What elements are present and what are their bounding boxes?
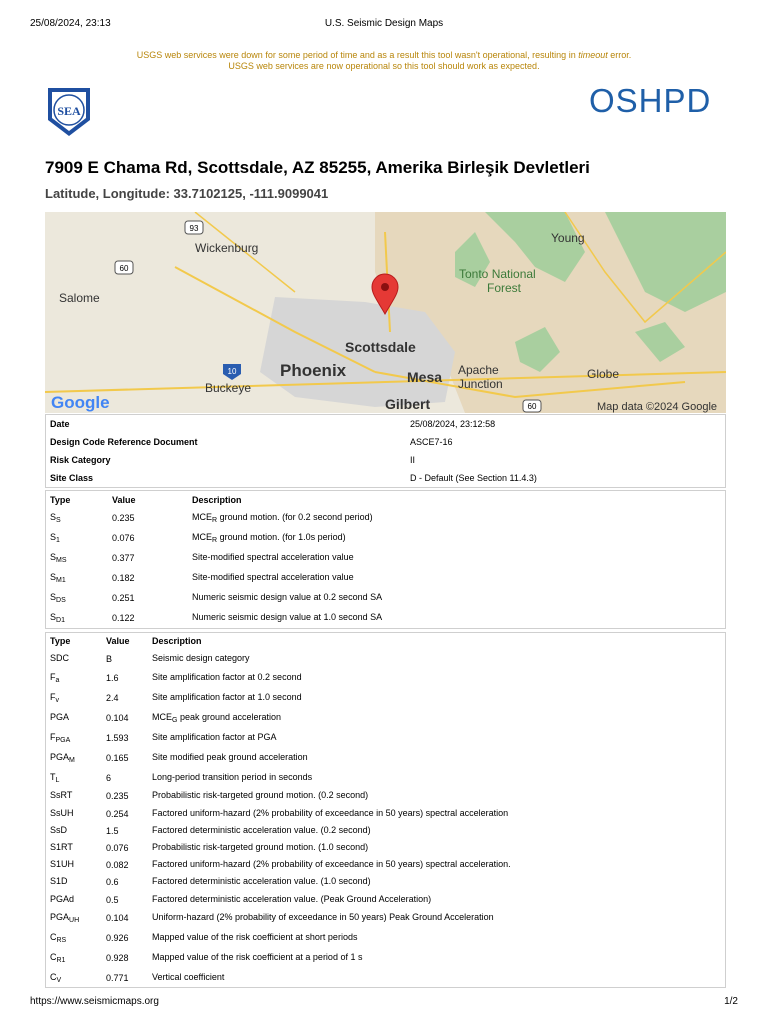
map-attribution: Map data ©2024 Google (597, 401, 718, 413)
param-type: $PGA_{UH}$ (50, 912, 80, 924)
param-description: Factored uniform-hazard (2% probability of exceedance in 50 years) spectral acceleration. (152, 858, 511, 869)
param-value: 6 (106, 772, 112, 783)
table-row (46, 668, 725, 688)
param-description: Factored deterministic acceleration value. (0.2 second) (152, 824, 371, 835)
info-label: Design Code Reference Document (50, 437, 198, 447)
param-value: 2.4 (106, 693, 119, 703)
table-row (46, 608, 725, 628)
highway-shield-60-east (523, 400, 541, 412)
map-label-junction: Junction (458, 377, 503, 391)
param-description: $MCE_R$ ground motion. (for 1.0s period) (192, 532, 346, 544)
map-label-globe: Globe (587, 367, 620, 381)
table-row (46, 548, 725, 568)
spectral-values-table (45, 490, 726, 629)
svg-text:60: 60 (119, 264, 129, 273)
param-value: 0.6 (106, 877, 119, 887)
table-row (46, 528, 725, 548)
info-row-date (46, 415, 725, 433)
param-type: S1RT (50, 841, 73, 852)
notice-line1-emphasis: timeout (578, 50, 608, 60)
map-label-mesa: Mesa (407, 369, 443, 385)
param-description: Factored deterministic acceleration value. (1.0 second) (152, 876, 371, 886)
param-description: Long-period transition period in seconds (152, 771, 313, 782)
param-value: 0.122 (112, 613, 135, 623)
table-row (46, 568, 725, 588)
param-value: 0.377 (112, 553, 135, 563)
param-type: PGA (50, 712, 70, 722)
param-type: $S_{M1}$ (50, 572, 66, 584)
param-type: S1D (50, 876, 68, 886)
param-value: 0.771 (106, 972, 129, 983)
param-description: Vertical coefficient (152, 971, 225, 982)
param-type: $S_{DS}$ (50, 592, 66, 604)
table-row (46, 508, 725, 528)
param-value: 0.251 (112, 593, 135, 603)
param-description: $MCE_G$ peak ground acceleration (152, 712, 282, 724)
param-value: B (106, 653, 113, 664)
param-description: Probabilistic risk-targeted ground motion. (1.0 second) (152, 841, 369, 852)
param-description: Site-modified spectral acceleration value (192, 552, 354, 562)
param-value: 1.593 (106, 733, 129, 743)
param-type: $C_{R1}$ (50, 952, 66, 964)
location-map[interactable] (45, 212, 726, 413)
param-value: 0.235 (112, 513, 135, 523)
param-type: $C_{RS}$ (50, 932, 67, 944)
table-row (46, 688, 725, 708)
footer-url: https://www.seismicmaps.org (30, 996, 159, 1007)
param-type: $S_1$ (50, 532, 60, 544)
svg-text:93: 93 (189, 224, 199, 233)
notice-line1-start: USGS web services were down for some period of time and as a result this tool wasn't operational, resulting in (136, 50, 579, 60)
param-type: $F_v$ (50, 692, 59, 704)
param-description: Numeric seismic design value at 0.2 second SA (192, 592, 383, 602)
table-row (46, 588, 725, 608)
param-type: $S_{D1}$ (50, 612, 65, 624)
seaoc-logo-text: SEA (57, 104, 81, 118)
table-row (46, 649, 725, 668)
param-type: $S_S$ (50, 512, 61, 524)
table-row (46, 928, 725, 948)
param-description: Mapped value of the risk coefficient at a period of 1 s (152, 952, 363, 962)
param-value: 0.082 (106, 859, 129, 870)
map-label-apache: Apache (458, 363, 499, 377)
map-label-buckeye: Buckeye (205, 381, 252, 395)
param-value: 1.6 (106, 673, 119, 683)
param-value: 0.104 (106, 713, 129, 723)
param-type: $F_{PGA}$ (50, 732, 71, 744)
info-row-site-class (46, 469, 725, 487)
param-description: Site modified peak ground acceleration (152, 752, 308, 762)
notice-line2: USGS web services are now operational so this tool should work as expected. (228, 61, 540, 71)
param-value: 0.235 (106, 791, 129, 801)
table-row (46, 891, 725, 908)
param-value: 0.076 (106, 842, 129, 853)
param-type: S1UH (50, 858, 75, 869)
param-type: PGAd (50, 893, 75, 904)
param-description: Site amplification factor at 0.2 second (152, 672, 302, 682)
param-type: $S_{MS}$ (50, 552, 67, 564)
site-coordinates: Latitude, Longitude: 33.7102125, -111.9099041 (45, 186, 329, 201)
info-value: II (410, 455, 416, 465)
table-row (46, 748, 725, 768)
site-address: 7909 E Chama Rd, Scottsdale, AZ 85255, Amerika Birleşik Devletleri (45, 158, 590, 177)
table-row (46, 908, 725, 928)
col-header-description: Description (152, 636, 202, 646)
info-row-risk (46, 451, 725, 469)
param-type: SDC (50, 652, 70, 663)
map-label-gilbert: Gilbert (385, 396, 431, 412)
param-type: $PGA_M$ (50, 752, 75, 764)
google-logo: Google (51, 393, 110, 412)
col-header-description: Description (192, 494, 242, 505)
highway-shield-60 (115, 261, 133, 274)
info-row-code (46, 433, 725, 451)
table-row (46, 768, 725, 787)
info-value: ASCE7-16 (410, 437, 453, 447)
info-label: Site Class (50, 473, 94, 483)
param-value: 0.165 (106, 753, 129, 763)
param-value: 0.104 (106, 913, 129, 923)
param-value: 0.182 (112, 573, 135, 583)
table-row (46, 805, 725, 822)
footer-page-number: 1/2 (724, 996, 738, 1007)
info-value: D - Default (See Section 11.4.3) (410, 473, 537, 483)
map-label-forest: Forest (487, 281, 522, 295)
table-row (46, 822, 725, 839)
param-type: SsD (50, 824, 68, 835)
table-row (46, 787, 725, 805)
param-description: Probabilistic risk-targeted ground motion. (0.2 second) (152, 790, 369, 800)
param-value: 0.254 (106, 808, 129, 819)
print-datetime: 25/08/2024, 23:13 (30, 18, 111, 29)
table-row (46, 948, 725, 968)
col-header-value: Value (112, 494, 136, 505)
map-label-young: Young (551, 231, 585, 245)
param-description: Factored deterministic acceleration value. (Peak Ground Acceleration) (152, 893, 432, 904)
col-header-value: Value (106, 636, 130, 646)
param-type: SsRT (50, 790, 73, 800)
param-description: Mapped value of the risk coefficient at short periods (152, 932, 358, 942)
param-type: $F_a$ (50, 672, 60, 684)
map-label-tonto: Tonto National (459, 267, 536, 281)
info-value: 25/08/2024, 23:12:58 (410, 419, 496, 429)
map-label-salome: Salome (59, 291, 100, 305)
seaoc-logo (44, 86, 94, 138)
param-description: Numeric seismic design value at 1.0 second SA (192, 612, 383, 622)
info-label: Risk Category (50, 455, 111, 465)
param-type: $T_L$ (50, 771, 60, 784)
oshpd-logo: OSHPD (589, 82, 712, 119)
table-row (46, 873, 725, 891)
param-description: Factored uniform-hazard (2% probability of exceedance in 50 years) spectral acceleration (152, 807, 509, 818)
param-description: Uniform-hazard (2% probability of exceedance in 50 years) Peak Ground Acceleration (152, 912, 494, 922)
param-value: 0.926 (106, 933, 129, 943)
param-description: $MCE_R$ ground motion. (for 0.2 second period) (192, 512, 373, 524)
map-label-phoenix: Phoenix (280, 361, 347, 380)
svg-text:60: 60 (527, 402, 537, 411)
param-value: 0.076 (112, 533, 135, 543)
col-header-type: Type (50, 494, 71, 505)
param-value: 0.928 (106, 953, 129, 963)
param-value: 0.5 (106, 894, 119, 905)
param-value: 1.5 (106, 825, 119, 836)
table-row (46, 839, 725, 856)
param-type: $C_V$ (50, 971, 62, 984)
table-row (46, 728, 725, 748)
svg-text:10: 10 (227, 367, 237, 376)
highway-shield-93 (185, 221, 203, 234)
param-description: Site amplification factor at PGA (152, 732, 277, 742)
map-label-scottsdale: Scottsdale (345, 339, 416, 355)
table-row (46, 968, 725, 987)
map-label-wickenburg: Wickenburg (195, 241, 259, 255)
col-header-type: Type (50, 636, 71, 646)
param-description: Seismic design category (152, 652, 250, 663)
param-description: Site-modified spectral acceleration value (192, 572, 354, 582)
notice-line1-end: error. (607, 50, 632, 60)
print-page-title: U.S. Seismic Design Maps (324, 18, 444, 29)
param-type: SsUH (50, 807, 74, 818)
info-label: Date (50, 419, 70, 429)
site-info-table (45, 414, 726, 488)
param-description: Site amplification factor at 1.0 second (152, 692, 302, 702)
table-row (46, 708, 725, 728)
service-notice (0, 50, 768, 72)
table-row (46, 856, 725, 873)
design-parameters-table (45, 632, 726, 988)
